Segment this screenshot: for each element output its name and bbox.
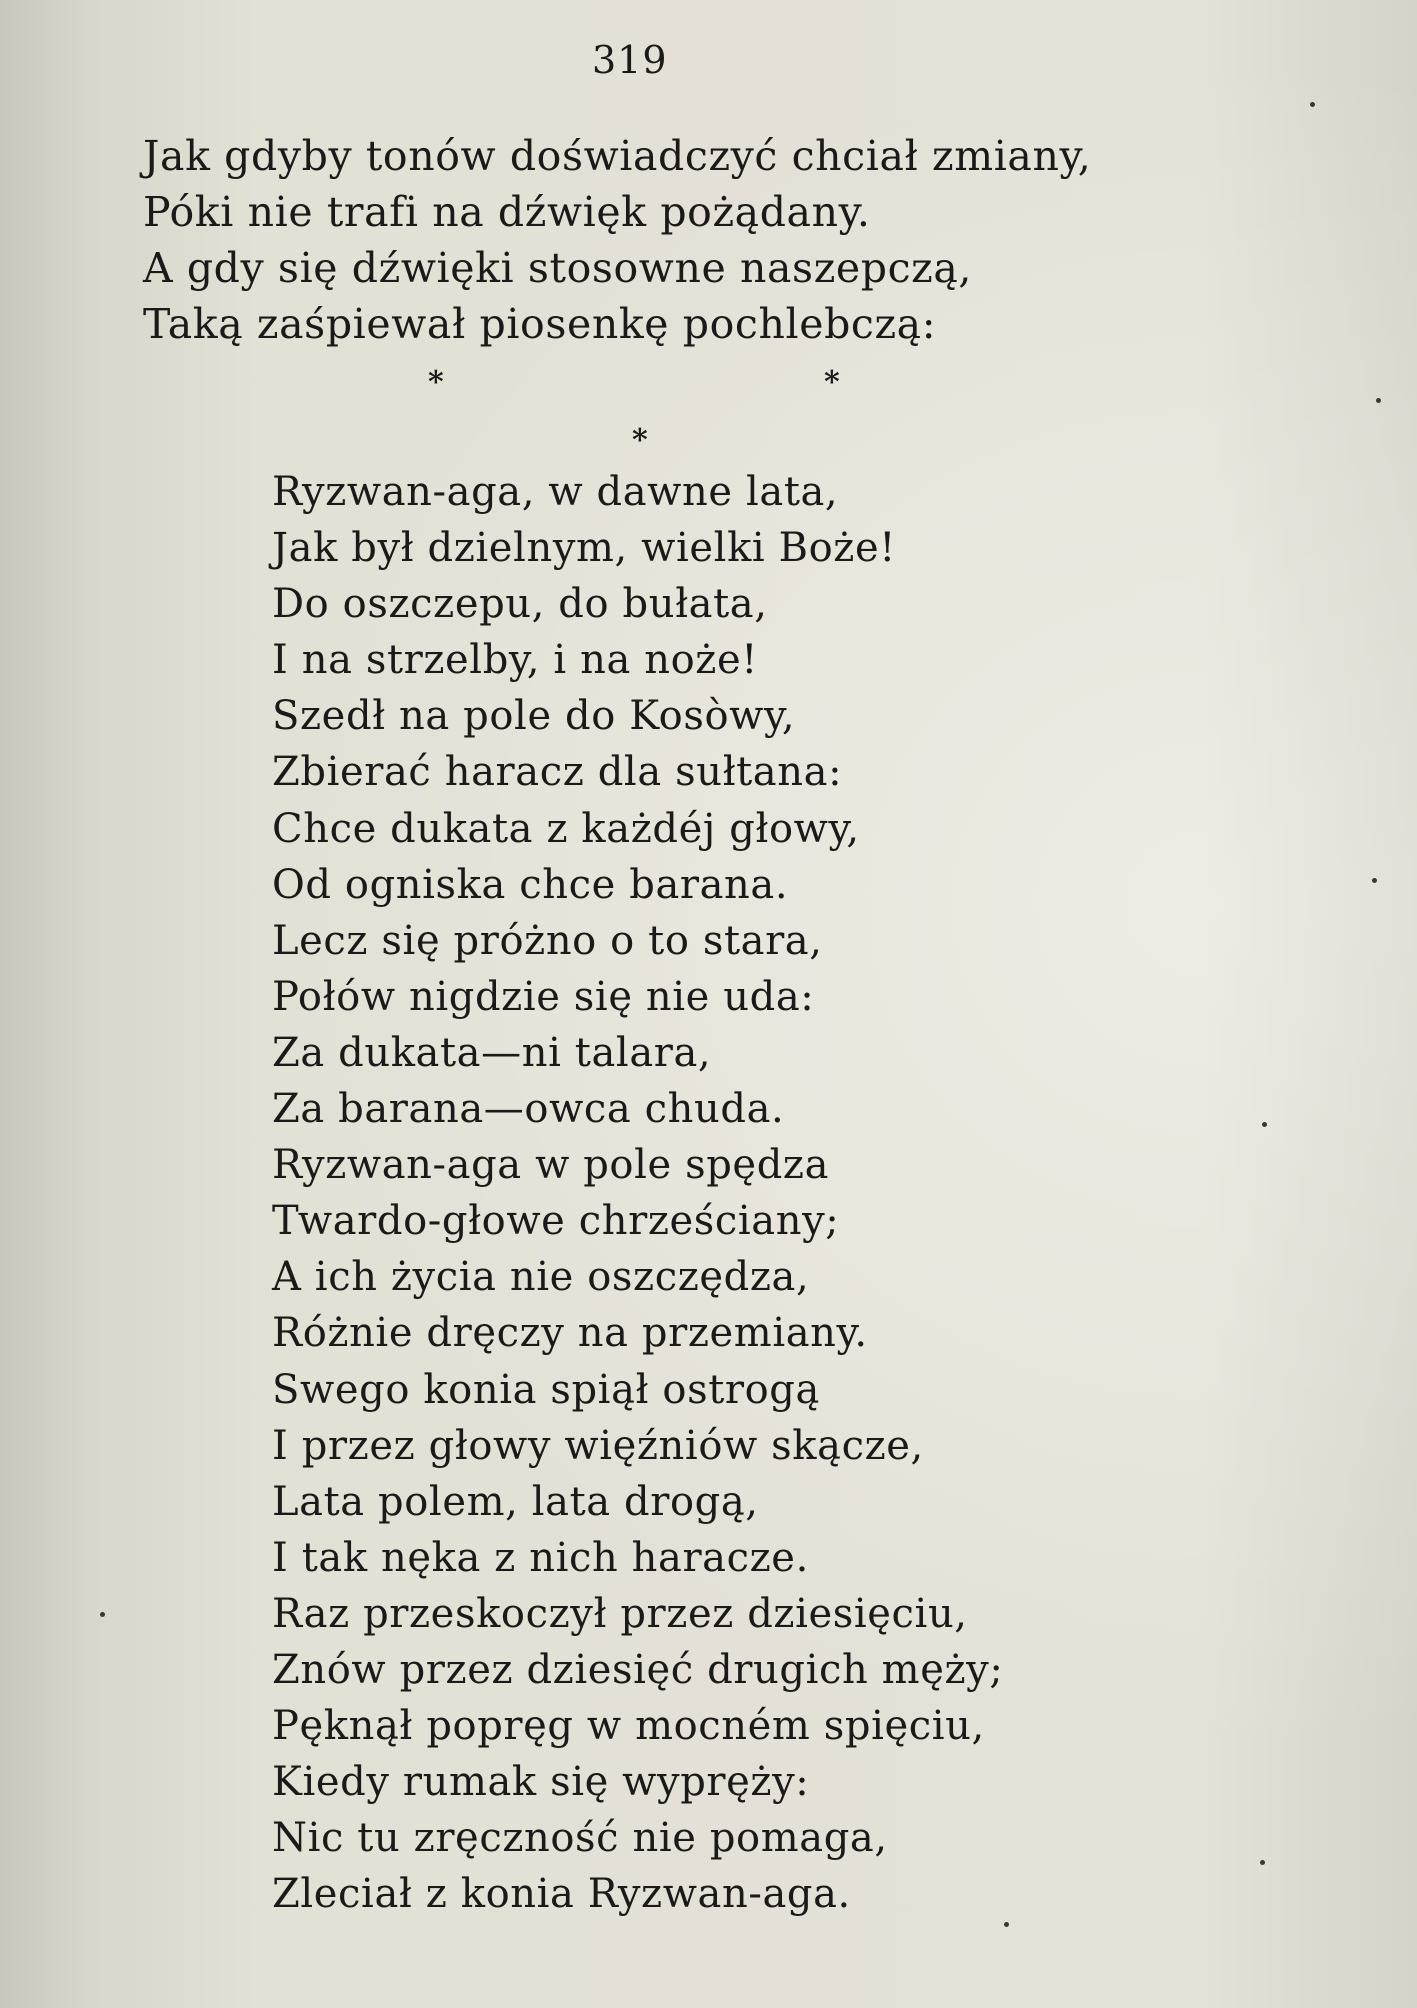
verse-line: A ich życia nie oszczędza, — [272, 1254, 810, 1301]
verse-line: Od ogniska chce barana. — [272, 861, 789, 908]
verse-line: Połów nigdzie się nie uda: — [272, 973, 815, 1020]
verse-line: Swego konia spiął ostrogą — [272, 1366, 820, 1413]
verse-line: Twardo-głowe chrześciany; — [272, 1198, 840, 1245]
verse-line: Do oszczepu, do bułata, — [272, 581, 768, 628]
verse-line: Za dukata—ni talara, — [272, 1029, 712, 1076]
verse-line: Taką zaśpiewał piosenkę pochlebczą: — [143, 300, 937, 348]
paper-speck — [1260, 1860, 1265, 1865]
paper-speck — [1372, 878, 1377, 883]
paper-speck — [1004, 1922, 1009, 1927]
verse-line: Ryzwan-aga w pole spędza — [272, 1142, 830, 1189]
verse-line: Kiedy rumak się wypręży: — [272, 1759, 810, 1806]
verse-line: I na strzelby, i na noże! — [272, 637, 758, 684]
verse-line: Znów przez dziesięć drugich męży; — [272, 1646, 1004, 1693]
paper-speck — [1262, 1122, 1267, 1127]
song-verses — [272, 464, 1003, 1922]
verse-line: Zbierać haracz dla sułtana: — [272, 749, 843, 796]
paper-speck — [100, 1612, 105, 1617]
verse-line: I przez głowy więźniów skącze, — [272, 1422, 924, 1469]
intro-stanza — [143, 128, 1091, 352]
verse-line: Jak gdyby tonów doświadczyć chciał zmiany, — [143, 132, 1092, 180]
verse-line: Raz przeskoczył przez dziesięciu, — [272, 1590, 968, 1637]
paper-speck — [1376, 398, 1381, 403]
asterisk-left: * — [428, 365, 444, 400]
verse-line: A gdy się dźwięki stosowne naszepczą, — [143, 244, 973, 292]
page-number: 319 — [592, 38, 668, 82]
verse-line: Różnie dręczy na przemiany. — [272, 1310, 868, 1357]
verse-line: Zleciał z konia Ryzwan-aga. — [272, 1871, 851, 1918]
verse-line: Szedł na pole do Kosòwy, — [272, 693, 796, 740]
verse-line: Lecz się próżno o to stara, — [272, 917, 823, 964]
paper-speck — [1310, 102, 1315, 107]
verse-line: Póki nie trafi na dźwięk pożądany. — [143, 188, 871, 236]
verse-line: Jak był dzielnym, wielki Boże! — [272, 525, 896, 572]
verse-line: Za barana—owca chuda. — [272, 1086, 785, 1133]
verse-line: Nic tu zręczność nie pomaga, — [272, 1815, 888, 1862]
verse-line: I tak nęka z nich haracze. — [272, 1534, 809, 1581]
asterism-divider — [0, 365, 1417, 458]
asterisk-right: * — [824, 365, 840, 400]
verse-line: Pęknął popręg w mocném spięciu, — [272, 1703, 985, 1750]
asterisk-bottom: * — [632, 423, 648, 458]
verse-line: Lata polem, lata drogą, — [272, 1478, 759, 1525]
verse-line: Chce dukata z każdéj głowy, — [272, 805, 860, 852]
verse-line: Ryzwan-aga, w dawne lata, — [272, 469, 839, 515]
